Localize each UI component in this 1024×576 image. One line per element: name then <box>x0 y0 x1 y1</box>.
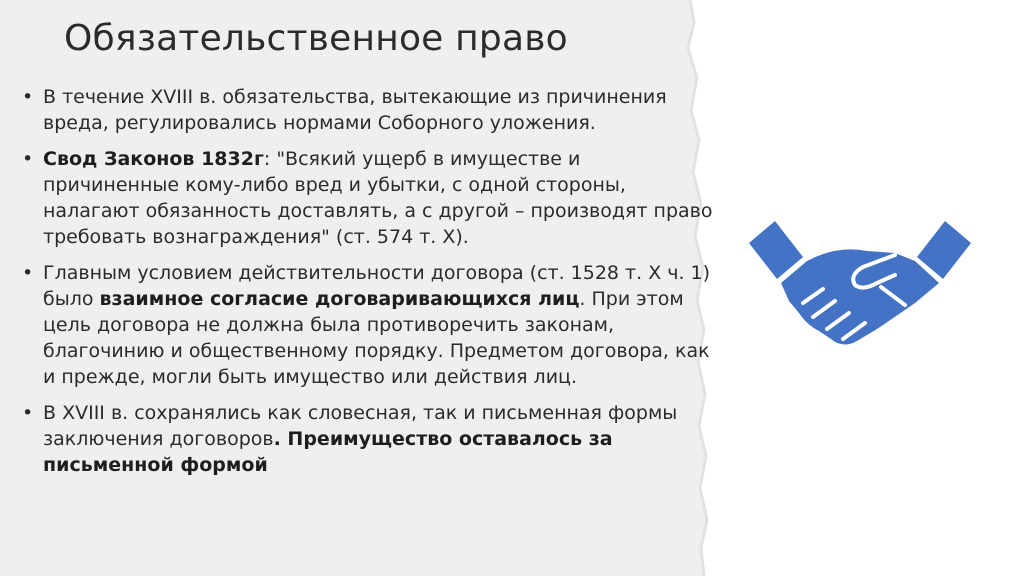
bullet-text: Главным условием действительности договора (ст. 1528 т. X ч. 1) было <box>43 262 711 310</box>
bullet-item <box>22 84 722 136</box>
bullet-item <box>22 260 722 390</box>
handshake-icon <box>745 205 975 360</box>
bullet-item <box>22 146 722 250</box>
bullet-marker: • <box>22 402 34 424</box>
bullet-item <box>22 400 722 478</box>
bullet-marker: • <box>22 148 34 170</box>
bullet-text: . При этом цель договора не должна была противоречить законам, благочинию и общественному порядку. Предметом договора, как и прежде, могли быть имущество или действия лиц. <box>43 288 710 388</box>
bullet-bold-text: взаимное согласие договаривающихся лиц <box>99 288 580 310</box>
bullet-text: В течение XVIII в. обязательства, вытекающие из причинения вреда, регулировались нормами Соборного уложения. <box>43 86 667 134</box>
bullet-text: : "Всякий ущерб в имуществе и причиненные кому-либо вред и убытки, с одной стороны, налагают обязанность доставлять, а с другой – производят право требовать вознаграждения" (ст. 574 т. X). <box>43 148 713 248</box>
bullet-bold-text: Свод Законов 1832г <box>43 148 264 170</box>
page-title: Обязательственное право <box>64 18 568 59</box>
bullet-marker: • <box>22 262 34 284</box>
bullet-bold-text: . Преимущество оставалось за письменной формой <box>43 428 613 476</box>
bullet-marker: • <box>22 86 34 108</box>
bullet-text: В XVIII в. сохранялись как словесная, так и письменная формы заключения договоров <box>43 402 678 450</box>
bullet-list <box>22 84 722 488</box>
